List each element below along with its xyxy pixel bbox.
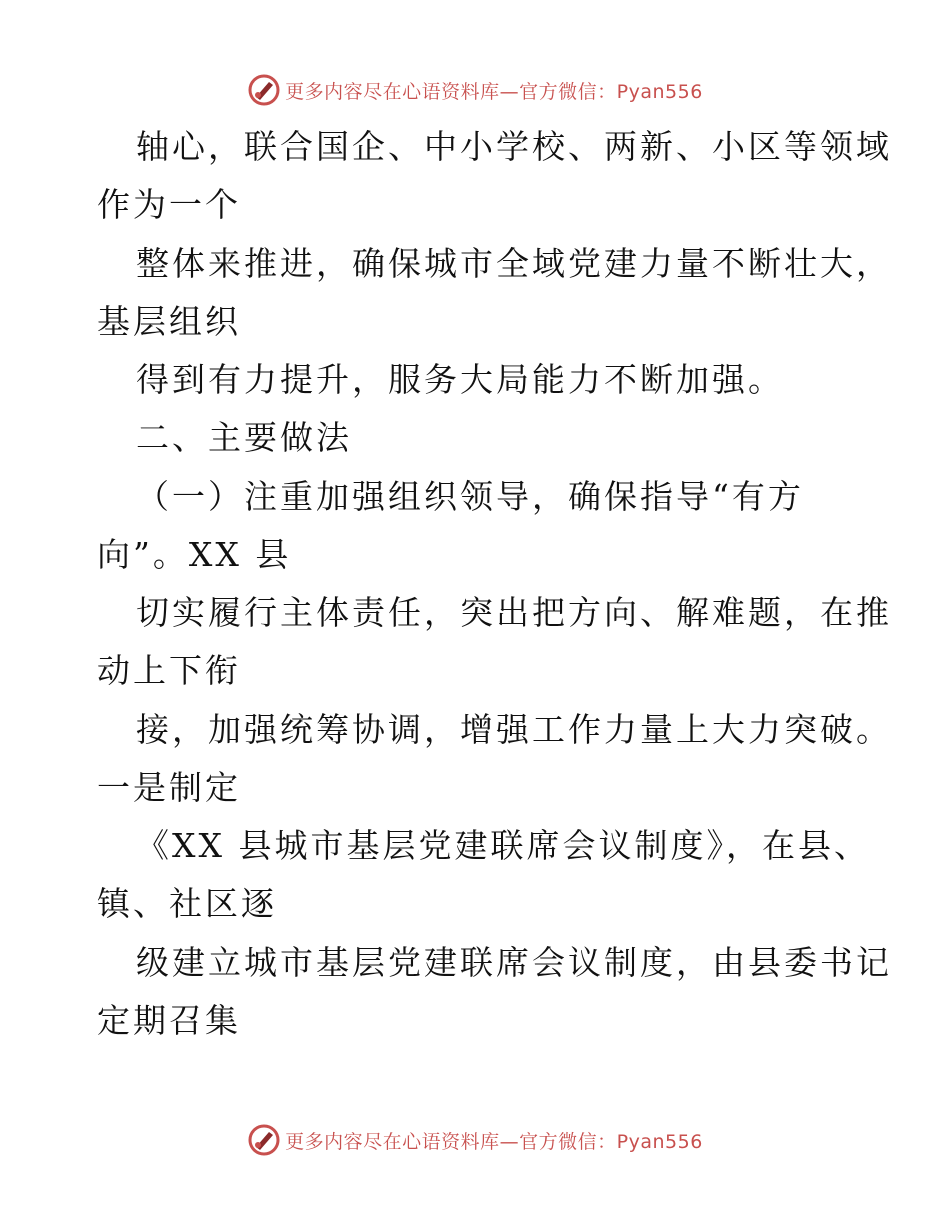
footer-watermark: [0, 1120, 950, 1160]
text-line: 作为一个: [97, 185, 241, 224]
text-line: 轴心，联合国企、中小学校、两新、小区等领域: [136, 127, 892, 166]
text-line: 整体来推进，确保城市全域党建力量不断壮大，: [136, 244, 892, 283]
text-line: 镇、社区逐: [97, 884, 277, 923]
text-line: 切实履行主体责任，突出把方向、解难题，在推: [136, 593, 892, 632]
text-line: 《XX 县城市基层党建联席会议制度》，在县、: [136, 826, 870, 865]
header-watermark: [0, 70, 950, 110]
subsection-heading: （一）注重加强组织领导，确保指导“有方: [136, 477, 804, 516]
text-line: 定期召集: [97, 1001, 241, 1040]
watermark-text: 更多内容尽在心语资料库—官方微信：Pyan556: [285, 80, 703, 103]
section-heading: 二、主要做法: [136, 418, 352, 457]
text-line: 一是制定: [97, 768, 241, 807]
text-line: 级建立城市基层党建联席会议制度，由县委书记: [136, 943, 892, 982]
text-line: 基层组织: [97, 302, 241, 341]
text-line: 接，加强统筹协调，增强工作力量上大力突破。: [136, 710, 892, 749]
text-line: 得到有力提升，服务大局能力不断加强。: [136, 360, 784, 399]
pen-seal-icon: [247, 73, 281, 107]
pen-seal-icon: [247, 1123, 281, 1157]
watermark-text: 更多内容尽在心语资料库—官方微信：Pyan556: [285, 1130, 703, 1153]
text-line: 向”。XX 县: [97, 535, 292, 574]
text-line: 动上下衔: [97, 651, 241, 690]
